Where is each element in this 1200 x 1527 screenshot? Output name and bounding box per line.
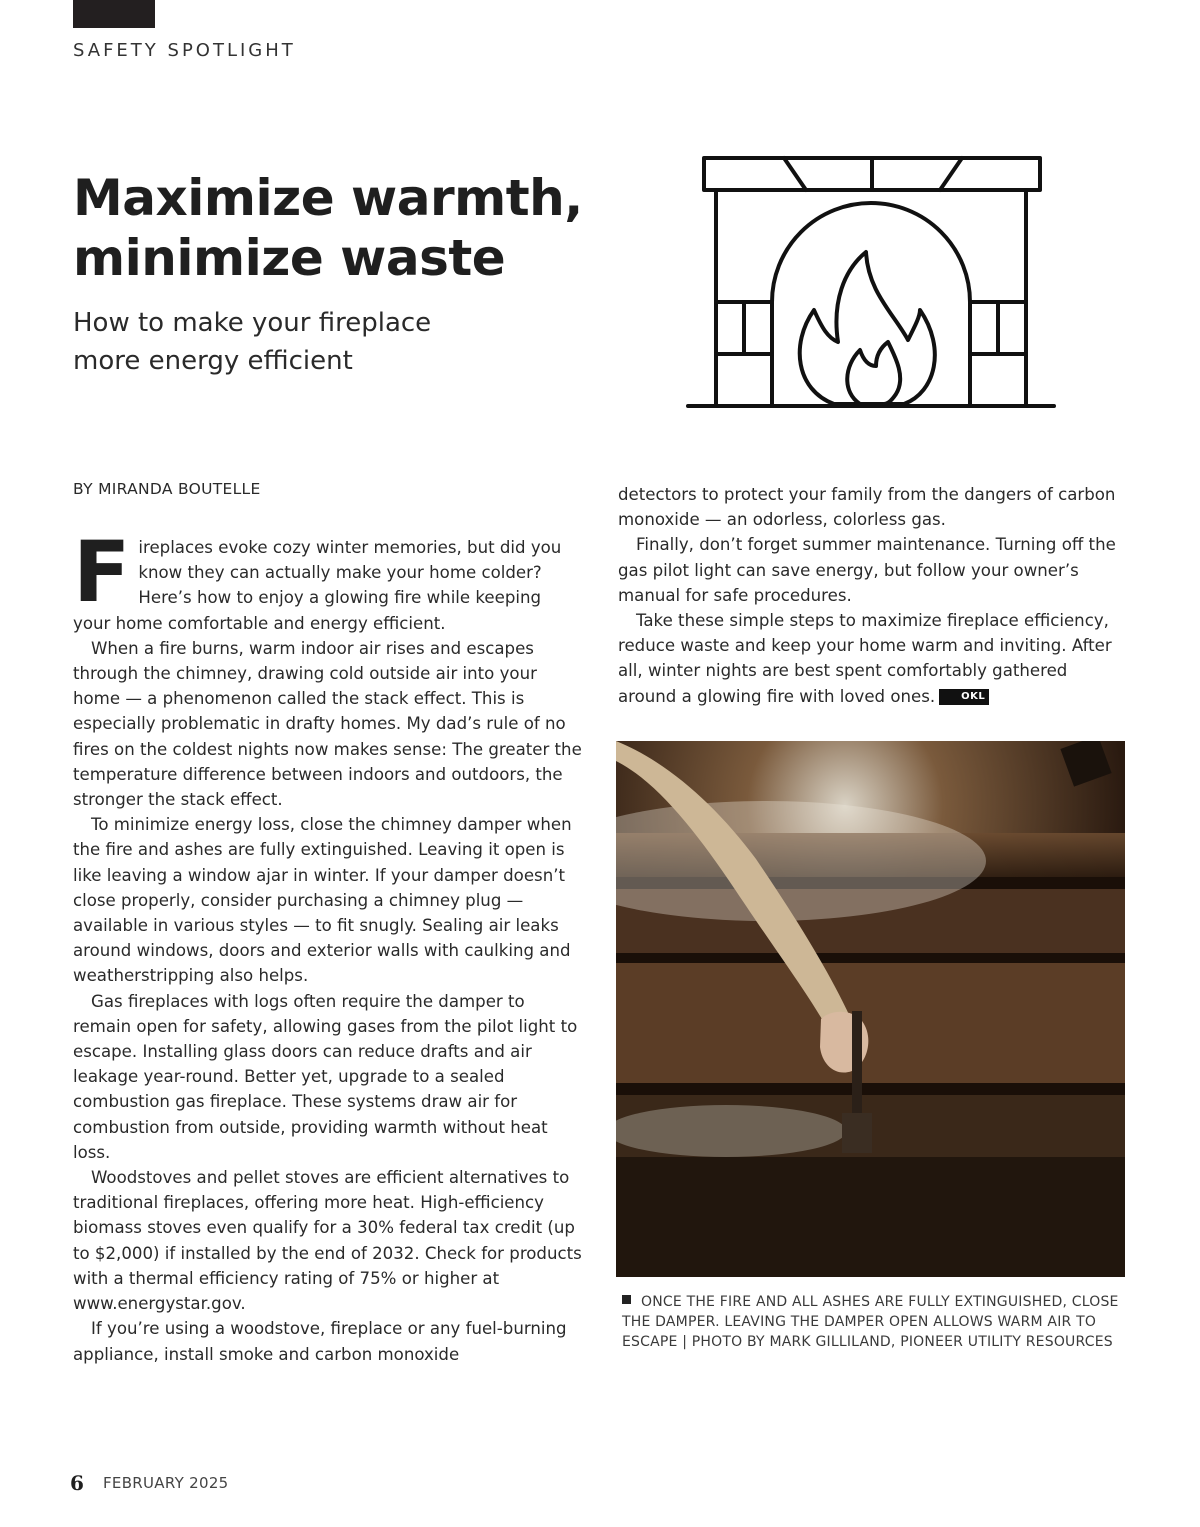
issue-date: FEBRUARY 2025: [103, 1474, 229, 1492]
article-paragraph: When a fire burns, warm indoor air rises and escapes through the chimney, drawing cold outside air into your home — a phenomenon called the stack effect. This is especially problematic in drafty homes. My dad’s rule of no fires on the coldest nights now makes sense: The greater the temperature difference between indoors and outdoors, the stronger the stack effect.: [73, 638, 582, 810]
section-label: SAFETY SPOTLIGHT: [73, 40, 296, 61]
article-paragraph: Gas fireplaces with logs often require the damper to remain open for safety, allowing gases from the pilot light to escape. Installing glass doors can reduce drafts and air leakage year-round. Better yet, upgrade to a sealed combustion gas fireplace. These systems draw air for combustion from outside, providing warmth without heat loss.: [73, 991, 578, 1162]
end-mark: OKL: [939, 689, 989, 705]
article-paragraph: To minimize energy loss, close the chimney damper when the fire and ashes are fully extinguished. Leaving it open is like leaving a window ajar in winter. If your damper doesn’t close properly, consider purchasing a chimney plug — available in various styles — to fit snugly. Sealing air leaks around windows, doors and exterior walls with caulking and weatherstripping also helps.: [73, 815, 572, 986]
subheadline-line-2: more energy efficient: [73, 346, 353, 376]
byline: BY MIRANDA BOUTELLE: [73, 480, 261, 498]
subheadline: [73, 304, 553, 380]
photo-caption: ONCE THE FIRE AND ALL ASHES ARE FULLY EXTINGUISHED, CLOSE THE DAMPER. LEAVING THE DAMPER OPEN ALLOWS WARM AIR TO ESCAPE | PHOTO BY MARK GILLILAND, PIONEER UTILITY RESOURCES: [622, 1294, 1119, 1350]
headline-line-1: Maximize warmth,: [73, 169, 583, 227]
article-paragraph: Woodstoves and pellet stoves are efficient alternatives to traditional fireplaces, offering more heat. High-efficiency biomass stoves even qualify for a 30% federal tax credit (up to $2,000) if installed by the end of 2032. Check for products with a thermal efficiency rating of 75% or higher at www.energystar.gov.: [73, 1168, 582, 1314]
article-paragraph: detectors to protect your family from the dangers of carbon monoxide — an odorless, colorless gas.: [618, 485, 1116, 530]
article-column-left: [73, 523, 583, 1367]
article-paragraph: Fireplaces evoke cozy winter memories, but did you know they can actually make your home colder? Here’s how to enjoy a glowing fire while keeping your home comfortable and energy efficient.: [73, 523, 562, 633]
caption-bullet-icon: [622, 1295, 631, 1304]
photo-illustration: [616, 741, 1125, 1277]
headline-line-2: minimize waste: [73, 229, 506, 287]
section-color-bar: [73, 0, 155, 28]
subheadline-line-1: How to make your fireplace: [73, 308, 432, 338]
page-number: 6: [70, 1471, 84, 1495]
article-paragraph: If you’re using a woodstove, fireplace or any fuel-burning appliance, install smoke and carbon monoxide: [73, 1319, 567, 1364]
headline: [73, 168, 633, 288]
drop-cap: F: [73, 523, 131, 621]
fireplace-icon: [684, 152, 1058, 414]
article-column-right: [618, 482, 1128, 709]
article-paragraph: Finally, don’t forget summer maintenance. Turning off the gas pilot light can save energy, but follow your owner’s manual for safe procedures.: [618, 535, 1116, 605]
damper-photo: [616, 741, 1125, 1277]
article-paragraph: Take these simple steps to maximize fireplace efficiency, reduce waste and keep your home warm and inviting. After all, winter nights are best spent comfortably gathered around a glowing fire with loved ones. OKL: [618, 611, 1112, 706]
